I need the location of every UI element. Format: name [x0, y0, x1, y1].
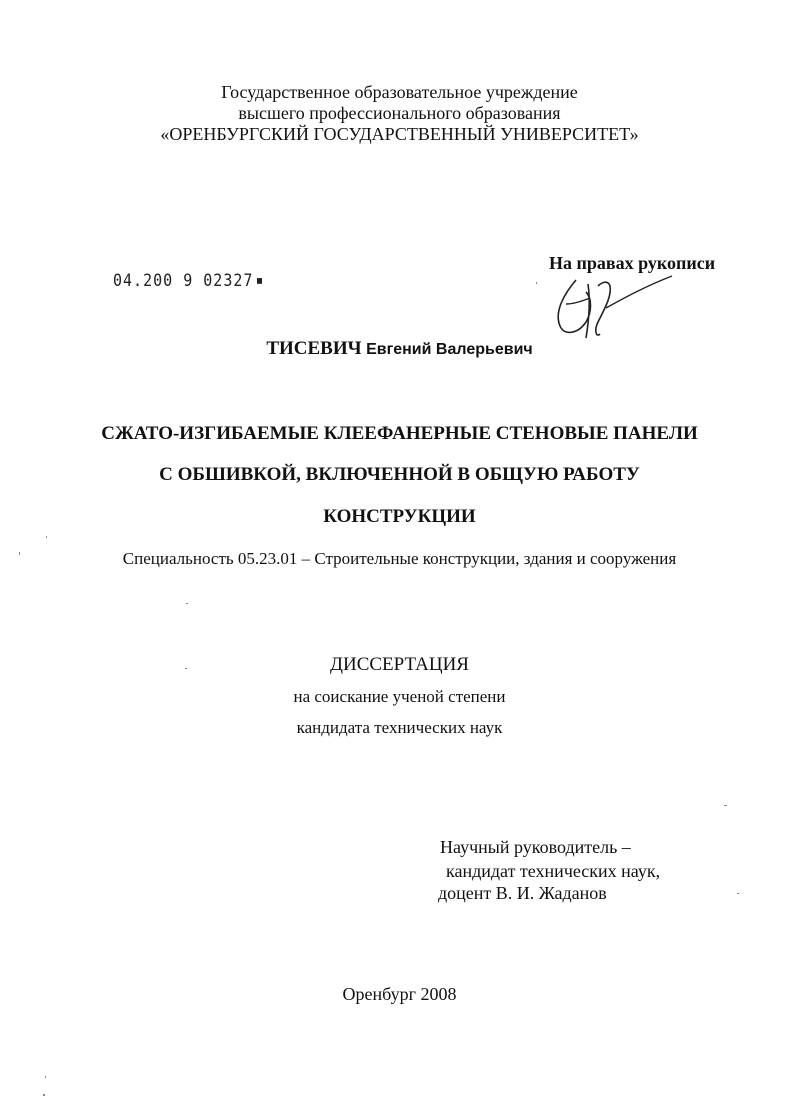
- author-given-names: Евгений Валерьевич: [366, 341, 533, 358]
- scan-speck: [46, 536, 47, 538]
- handwritten-signature: [546, 274, 686, 342]
- author-name: [0, 338, 799, 360]
- specialty: Специальность 05.23.01 – Строительные конструкции, здания и сооружения: [122, 549, 677, 568]
- advisor-role: Научный руководитель –: [440, 837, 631, 857]
- scan-speck: [536, 282, 537, 284]
- institution-type: Государственное образовательное учреждение: [221, 82, 578, 102]
- dissertation-purpose: на соискание ученой степени: [293, 687, 506, 706]
- scan-speck: [43, 1094, 45, 1096]
- scan-speck: [186, 603, 188, 604]
- stamp-dot: [257, 278, 262, 284]
- title-line-3: КОНСТРУКЦИИ: [323, 506, 476, 527]
- city-year: Оренбург 2008: [342, 984, 457, 1004]
- advisor-credential: кандидат технических наук,: [446, 861, 661, 881]
- manuscript-rights: На правах рукописи: [549, 253, 716, 273]
- university-name: «ОРЕНБУРГСКИЙ ГОСУДАРСТВЕННЫЙ УНИВЕРСИТЕТ»: [160, 124, 639, 144]
- advisor-name: доцент В. И. Жаданов: [438, 883, 607, 903]
- dissertation-degree: кандидата технических наук: [296, 718, 503, 737]
- title-line-2: С ОБШИВКОЙ, ВКЛЮЧЕННОЙ В ОБЩУЮ РАБОТУ: [159, 464, 640, 485]
- author-surname: ТИСЕВИЧ: [266, 338, 362, 359]
- scan-speck: [19, 552, 20, 555]
- scan-speck: [737, 893, 739, 894]
- scan-speck: [185, 668, 187, 669]
- registration-number: 04.200 9 02327: [113, 270, 254, 291]
- title-line-1: СЖАТО-ИЗГИБАЕМЫЕ КЛЕЕФАНЕРНЫЕ СТЕНОВЫЕ ПАНЕЛИ: [101, 423, 698, 444]
- institution-level: высшего профессионального образования: [238, 103, 561, 123]
- scan-speck: [45, 1076, 46, 1078]
- scan-speck: [724, 805, 727, 806]
- registration-stamp: [113, 270, 262, 291]
- dissertation-heading: ДИССЕРТАЦИЯ: [330, 654, 469, 675]
